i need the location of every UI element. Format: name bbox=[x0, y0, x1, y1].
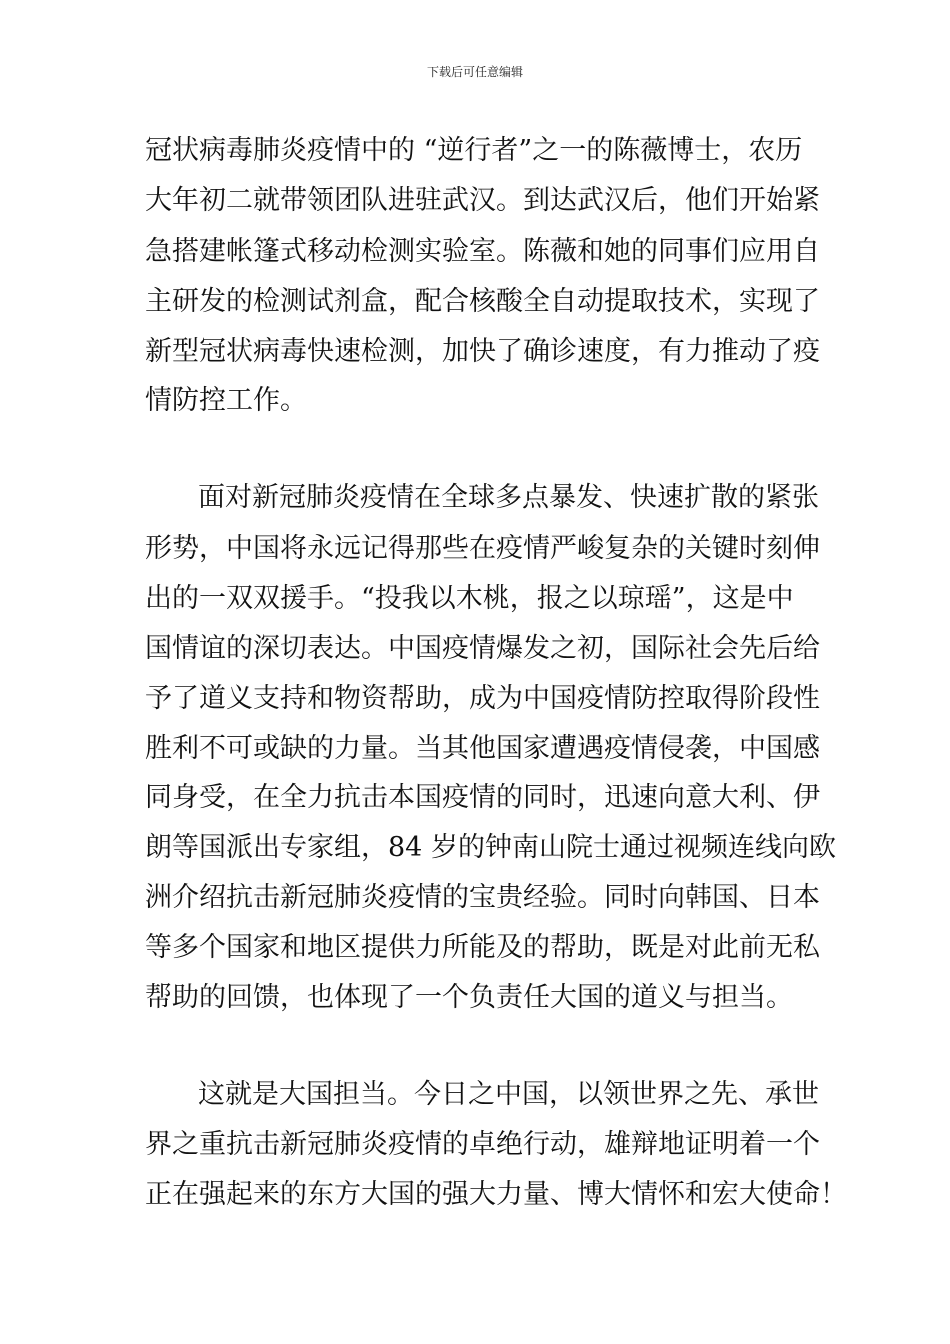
paragraph-3-line-3: 正在强起来的东方大国的强大力量、博大情怀和宏大使命！ bbox=[145, 1179, 847, 1210]
paragraph-2-line-5: 予了道义支持和物资帮助，成为中国疫情防控取得阶段性 bbox=[145, 683, 820, 714]
paragraph-1-line-4: 主研发的检测试剂盒，配合核酸全自动提取技术，实现了 bbox=[145, 286, 820, 317]
paragraph-2-line-9: 洲介绍抗击新冠肺炎疫情的宝贵经验。同时向韩国、日本 bbox=[145, 882, 820, 913]
paragraph-1-line-5: 新型冠状病毒快速检测，加快了确诊速度，有力推动了疫 bbox=[145, 336, 820, 367]
paragraph-2-line-6: 胜利不可或缺的力量。当其他国家遭遇疫情侵袭，中国感 bbox=[145, 733, 820, 764]
paragraph-2-line-8: 朗等国派出专家组，84 岁的钟南山院士通过视频连线向欧 bbox=[145, 832, 836, 863]
paragraph-2-line-4: 国情谊的深切表达。中国疫情爆发之初，国际社会先后给 bbox=[145, 633, 820, 664]
page-header: 下载后可任意编辑 bbox=[426, 65, 523, 79]
paragraph-1-line-6: 情防控工作。 bbox=[145, 385, 307, 416]
paragraph-1-line-1: 冠状病毒肺炎疫情中的 “逆行者”之一的陈薇博士，农历 bbox=[145, 135, 803, 166]
paragraph-1-line-2: 大年初二就带领团队进驻武汉。到达武汉后，他们开始紧 bbox=[145, 185, 820, 216]
paragraph-2-line-11: 帮助的回馈，也体现了一个负责任大国的道义与担当。 bbox=[145, 982, 793, 1013]
paragraph-2-line-3: 出的一双双援手。“投我以木桃，报之以琼瑶”，这是中 bbox=[145, 583, 794, 614]
paragraph-2-line-1: 面对新冠肺炎疫情在全球多点暴发、快速扩散的紧张 bbox=[198, 482, 819, 513]
paragraph-2-line-10: 等多个国家和地区提供力所能及的帮助，既是对此前无私 bbox=[145, 932, 820, 963]
paragraph-3-line-1: 这就是大国担当。今日之中国，以领世界之先、承世 bbox=[198, 1079, 819, 1110]
paragraph-2-line-2: 形势，中国将永远记得那些在疫情严峻复杂的关键时刻伸 bbox=[145, 533, 820, 564]
paragraph-2-line-7: 同身受，在全力抗击本国疫情的同时，迅速向意大利、伊 bbox=[145, 782, 820, 813]
paragraph-1-line-3: 急搭建帐篷式移动检测实验室。陈薇和她的同事们应用自 bbox=[145, 236, 820, 267]
paragraph-3-line-2: 界之重抗击新冠肺炎疫情的卓绝行动，雄辩地证明着一个 bbox=[145, 1129, 820, 1160]
